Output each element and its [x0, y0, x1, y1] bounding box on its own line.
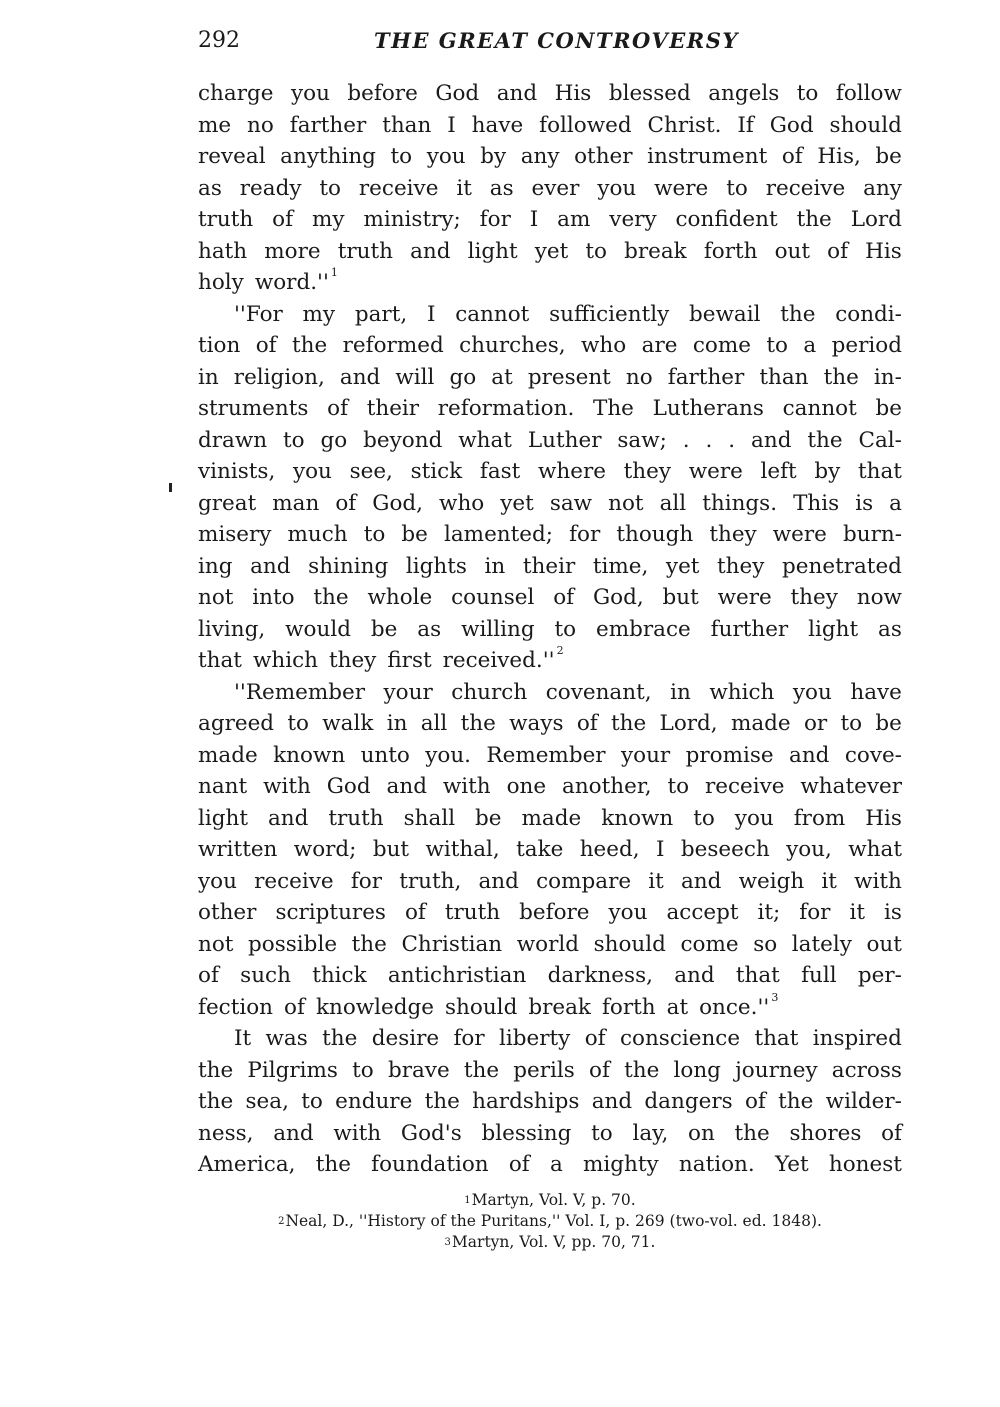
text-line: America, the foundation of a mighty nation. Yet honest [198, 1152, 902, 1177]
footnote-mark: 2 [278, 1216, 285, 1227]
footnote [198, 1211, 902, 1232]
text-line: It was the desire for liberty of conscience that inspired [234, 1026, 902, 1051]
footnote-text: Martyn, Vol. V, pp. 70, 71. [451, 1233, 656, 1251]
text-line: not into the whole counsel of God, but were they now [198, 585, 902, 610]
text-line: struments of their reformation. The Lutherans cannot be [198, 396, 902, 421]
text-line: you receive for truth, and compare it and weigh it with [198, 868, 902, 894]
footnote-reference: 2 [556, 644, 564, 657]
text-line: great man of God, who yet saw not all things. This is a [198, 490, 902, 516]
text-line: other scriptures of truth before you accept it; for it is [198, 900, 902, 925]
footnote-text: Neal, D., ''History of the Puritans,'' Vol. I, p. 269 (two-vol. ed. 1848). [285, 1212, 822, 1230]
footnote [198, 1232, 902, 1253]
page-number: 292 [198, 28, 240, 53]
text-line: nant with God and with one another, to receive whatever [198, 774, 902, 799]
footnotes [198, 1190, 902, 1253]
text-line: fection of knowledge should break forth at once.'' $^3$ [198, 990, 779, 1020]
text-line: as ready to receive it as ever you were to receive any [198, 175, 902, 201]
text-line: light and truth shall be made known to you from His [198, 805, 902, 831]
text-line: truth of my ministry; for I am very confident the Lord [198, 207, 902, 232]
text-line: vinists, you see, stick fast where they were left by that [198, 459, 902, 484]
footnote-reference: 3 [771, 990, 779, 1004]
text-line: the sea, to endure the hardships and dangers of the wilder- [198, 1089, 902, 1114]
text-line: misery much to be lamented; for though they were burn- [198, 522, 902, 547]
footnote [198, 1190, 902, 1211]
text-line: me no farther than I have followed Christ. If God should [198, 112, 902, 138]
text-line: living, would be as willing to embrace further light as [198, 616, 902, 642]
page-header [198, 28, 902, 56]
text-line: agreed to walk in all the ways of the Lord, made or to be [198, 711, 902, 736]
text-line: that which they first received.'' $^2$ [198, 644, 564, 673]
text-line: written word; but withal, take heed, I beseech you, what [198, 837, 902, 862]
text-line: holy word.'' $^1$ [198, 266, 338, 295]
text-line: in religion, and will go at present no farther than the in- [198, 364, 902, 390]
text-line: ''For my part, I cannot sufficiently bewail the condi- [234, 301, 902, 327]
footnote-reference: 1 [330, 266, 338, 279]
footnote-mark: 3 [444, 1237, 451, 1248]
text-line: ''Remember your church covenant, in which you have [234, 679, 902, 705]
text-line: drawn to go beyond what Luther saw; . . . and the Cal- [198, 427, 902, 453]
body-text [198, 78, 902, 1181]
text-line: ing and shining lights in their time, yet they penetrated [198, 553, 902, 579]
text-line: not possible the Christian world should come so lately out [198, 931, 902, 957]
footnote-text: Martyn, Vol. V, p. 70. [471, 1191, 636, 1209]
stray-ink-mark [169, 483, 172, 492]
text-line: of such thick antichristian darkness, and that full per- [198, 963, 902, 988]
running-title: THE GREAT CONTROVERSY [374, 28, 739, 53]
text-line: made known unto you. Remember your promise and cove- [198, 742, 902, 768]
footnote-mark: 1 [464, 1195, 471, 1206]
text-line: hath more truth and light yet to break forth out of His [198, 238, 902, 264]
text-line: tion of the reformed churches, who are come to a period [198, 333, 902, 358]
text-line: the Pilgrims to brave the perils of the long journey across [198, 1057, 902, 1083]
text-line: charge you before God and His blessed angels to follow [198, 81, 902, 106]
text-line: ness, and with God's blessing to lay, on the shores of [198, 1120, 902, 1146]
text-line: reveal anything to you by any other instrument of His, be [198, 144, 902, 169]
